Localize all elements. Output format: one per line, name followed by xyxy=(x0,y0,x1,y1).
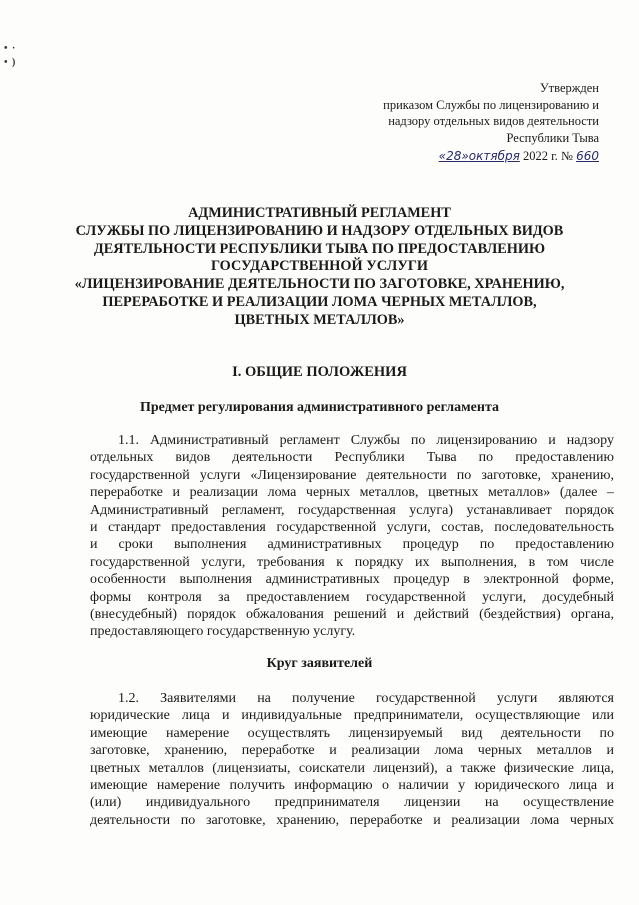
approval-date-line xyxy=(359,148,599,165)
date-month-handwritten: октября xyxy=(468,149,520,163)
paragraph-line: (внесудебный) порядок обжалования решений и действий (бездействия) органа, xyxy=(90,606,614,622)
title-line-2: СЛУЖБЫ ПО ЛИЦЕНЗИРОВАНИЮ И НАДЗОРУ ОТДЕЛЬНЫХ ВИДОВ xyxy=(75,222,564,239)
title-line-4: ГОСУДАРСТВЕННОЙ УСЛУГИ xyxy=(210,258,429,275)
paragraph-1-1 xyxy=(90,432,614,641)
paragraph-line: отдельных видов деятельности Республики Тыва по предоставлению xyxy=(90,450,614,466)
paragraph-line: Административный регламент, государственная услуга) устанавливает порядок xyxy=(90,502,614,518)
paragraph-line: заготовке, хранению, переработке и реализации лома черных металлов и xyxy=(90,743,614,759)
margin-marks xyxy=(4,42,16,70)
document-title xyxy=(40,205,599,330)
paragraph-line: (или) индивидуального предпринимателя лицензии на осуществление xyxy=(90,795,614,811)
paragraph-line: юридические лица и индивидуальные предприниматели, осуществляющие или xyxy=(90,708,614,724)
margin-mark-1: • · xyxy=(4,43,17,54)
paragraph-line: 1.2. Заявителями на получение государственной услуги являются xyxy=(118,691,614,706)
title-line-3: ДЕЯТЕЛЬНОСТИ РЕСПУБЛИКИ ТЫВА ПО ПРЕДОСТАВЛЕНИЮ xyxy=(93,240,546,257)
date-year: 2022 г. № xyxy=(522,149,573,163)
date-close-quote: » xyxy=(461,149,469,163)
paragraph-line: 1.1. Административный регламент Службы по лицензированию и надзору xyxy=(118,433,614,448)
title-line-1: АДМИНИСТРАТИВНЫЙ РЕГЛАМЕНТ xyxy=(188,205,451,221)
approval-line-3: надзору отдельных видов деятельности xyxy=(388,114,599,128)
paragraph-line: переработке и реализации лома черных металлов, цветных металлов» (далее – xyxy=(90,485,614,501)
paragraph-line: и сроки выполнения административных процедур по предоставлению xyxy=(90,537,614,553)
approval-line-2: приказом Службы по лицензированию и xyxy=(383,97,599,112)
title-line-7: ЦВЕТНЫХ МЕТАЛЛОВ» xyxy=(234,311,405,328)
paragraph-line: предоставляющего государственную услугу. xyxy=(90,624,356,640)
order-number-handwritten: 660 xyxy=(576,149,599,163)
subheading-applicants: Круг заявителей xyxy=(266,656,373,671)
title-line-6: ПЕРЕРАБОТКЕ И РЕАЛИЗАЦИИ ЛОМА ЧЕРНЫХ МЕТАЛЛОВ, xyxy=(102,293,537,310)
paragraph-line: цветных металлов (лицензиаты, соискатели лицензий), а также физические лица, xyxy=(90,760,614,776)
paragraph-line: деятельности по заготовке, хранению, переработке и реализации лома черных xyxy=(90,812,614,828)
paragraph-1-2 xyxy=(90,690,614,829)
paragraph-line: имеющие намерение получить информацию о наличии у юридического лица и xyxy=(90,777,614,793)
margin-mark-2: • ) xyxy=(4,57,17,68)
approval-line-1: Утвержден xyxy=(539,81,599,95)
date-open-quote: « xyxy=(438,149,447,163)
title-line-5: «ЛИЦЕНЗИРОВАНИЕ ДЕЯТЕЛЬНОСТИ ПО ЗАГОТОВКЕ, ХРАНЕНИЮ, xyxy=(74,276,565,293)
paragraph-line: формы контроля за предоставлением государственной услуги, досудебный xyxy=(90,589,614,605)
paragraph-line: имеющие намерение осуществлять лицензируемый вид деятельности по xyxy=(90,725,614,741)
paragraph-line: особенности выполнения административных процедур в электронной форме, xyxy=(90,572,614,588)
date-day-handwritten: 28 xyxy=(446,149,462,163)
approval-line-4: Республики Тыва xyxy=(506,130,599,145)
paragraph-line: и стандарт предоставления государственной услуги, состав, последовательность xyxy=(90,519,614,535)
approval-block xyxy=(359,80,599,165)
subheading-regulation-subject: Предмет регулирования административного регламента xyxy=(140,400,499,415)
section-heading: I. ОБЩИЕ ПОЛОЖЕНИЯ xyxy=(232,364,407,380)
paragraph-line: государственной услуги, требования к порядку их выполнения, в том числе xyxy=(90,554,614,570)
paragraph-line: государственной услуги «Лицензирование деятельности по заготовке, хранению, xyxy=(90,467,614,483)
